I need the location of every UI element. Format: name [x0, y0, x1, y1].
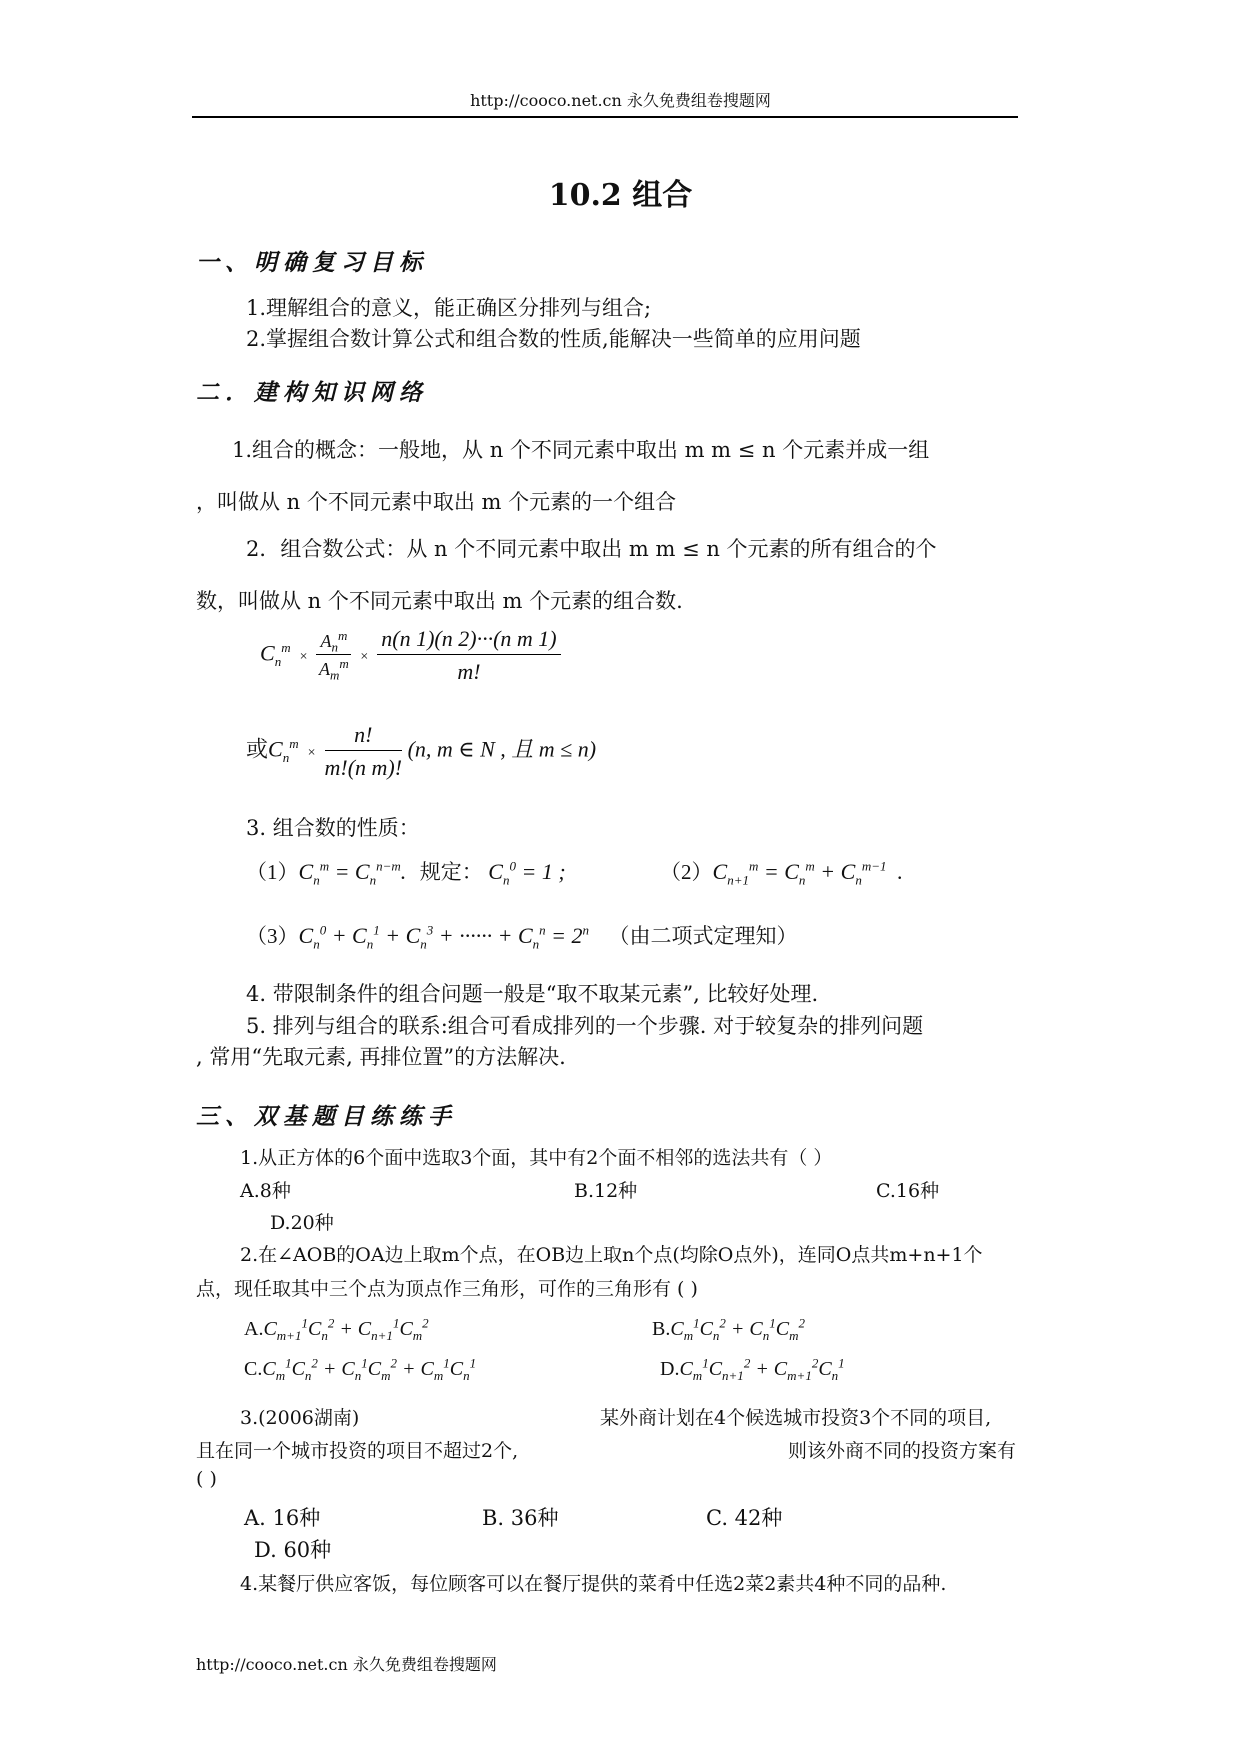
q3-stem-1: 某外商计划在4个候选城市投资3个不同的项目,	[600, 1407, 992, 1429]
q1-option-b: B.12种	[574, 1180, 638, 1202]
q2-option-d: $D.C_m^1C_{n+1}^2 + C_{m+1}^2C_n^1$	[660, 1355, 845, 1383]
concept-line-1: 1.组合的概念：一般地，从 n 个不同元素中取出 m m ≤ n 个元素并成一组	[232, 438, 930, 462]
properties-heading: 3. 组合数的性质：	[246, 816, 420, 840]
property-5-line-2: , 常用“先取元素, 再排位置”的方法解决.	[196, 1045, 566, 1069]
q3-option-b: B. 36种	[482, 1506, 559, 1530]
q1-option-c: C.16种	[876, 1180, 940, 1202]
q2-line-2: 点，现任取其中三个点为顶点作三角形，可作的三角形有 ( )	[196, 1278, 698, 1300]
q3-option-c: C. 42种	[706, 1506, 783, 1530]
q3-option-d: D. 60种	[254, 1538, 332, 1562]
property-2: $(2)C_{n+1}^m = C_n^m + C_n^{m-1}$ .	[660, 858, 903, 888]
combination-formula-1: $C_n^m$ × $\frac{A_n^m}{A_m^m}$ × $\frac{\text{n(n 1)(n 2)···(n m 1)}}{m!}$	[260, 626, 561, 685]
header-rule	[192, 116, 1018, 118]
q4-stem: 4.某餐厅供应客饭，每位顾客可以在餐厅提供的菜肴中任选2菜2素共4种不同的品种.	[240, 1573, 947, 1595]
property-3: $(3)C_n^0 + C_n^1 + C_n^3$ + ······ + $C_n^n = 2^n$ （由二项式定理知）	[246, 922, 798, 952]
page-footer: http://cooco.net.cn 永久免费组卷搜题网	[196, 1655, 497, 1674]
section2-heading: 二．建构知识网络	[196, 379, 428, 406]
q3-stem-2: 且在同一个城市投资的项目不超过2个,	[196, 1440, 519, 1462]
concept-line-2: ，叫做从 n 个不同元素中取出 m 个元素的一个组合	[196, 490, 677, 514]
formula-def-line-2: 数，叫做从 n 个不同元素中取出 m 个元素的组合数.	[196, 589, 683, 613]
q1-stem: 1.从正方体的6个面中选取3个面，其中有2个面不相邻的选法共有（ ）	[240, 1147, 833, 1169]
q2-option-c: $C.C_m^1C_n^2 + C_n^1C_m^2 + C_m^1C_n^1$	[244, 1355, 477, 1383]
property-5-line-1: 5. 排列与组合的联系:组合可看成排列的一个步骤. 对于较复杂的排列问题	[246, 1014, 924, 1038]
q2-line-1: 2.在∠AOB的OA边上取m个点，在OB边上取n个点(均除O点外)，连同O点共m+n+1个	[240, 1244, 983, 1266]
q3-answer-blank: ( )	[196, 1468, 217, 1490]
property-1: $(1)C_n^m = C_n^{n-m}$. 规定： $C_n^0 = 1$ ;	[246, 858, 566, 888]
q1-option-d: D.20种	[270, 1212, 334, 1234]
section3-heading: 三、双基题目练练手	[196, 1103, 457, 1130]
q2-option-a: $A.C_{m+1}^1C_n^2 + C_{n+1}^1C_m^2$	[244, 1315, 429, 1343]
q1-option-a: A.8种	[240, 1180, 291, 1202]
q3-option-a: A. 16种	[244, 1506, 321, 1530]
page-header: http://cooco.net.cn 永久免费组卷搜题网	[470, 91, 771, 110]
q2-option-b: $B.C_m^1C_n^2 + C_n^1C_m^2$	[652, 1315, 805, 1343]
property-4: 4. 带限制条件的组合问题一般是“取不取某元素”, 比较好处理.	[246, 982, 819, 1006]
combination-formula-2: 或$C_n^m$ × $\frac{n!}{\text{m!(n m)!}}$ (n, m ∈ N , 且 m ≤ n)	[246, 722, 597, 780]
q3-stem-3: 则该外商不同的投资方案有	[788, 1440, 1017, 1462]
page-title: 10.2 组合	[548, 178, 693, 213]
section1-item-1: 1.理解组合的意义，能正确区分排列与组合;	[246, 296, 652, 320]
q3-source: 3.(2006湖南)	[240, 1407, 360, 1429]
formula-def-line-1: 2．组合数公式：从 n 个不同元素中取出 m m ≤ n 个元素的所有组合的个	[246, 537, 937, 561]
section1-item-2: 2.掌握组合数计算公式和组合数的性质,能解决一些简单的应用问题	[246, 327, 861, 351]
section1-heading: 一、明确复习目标	[196, 249, 428, 276]
